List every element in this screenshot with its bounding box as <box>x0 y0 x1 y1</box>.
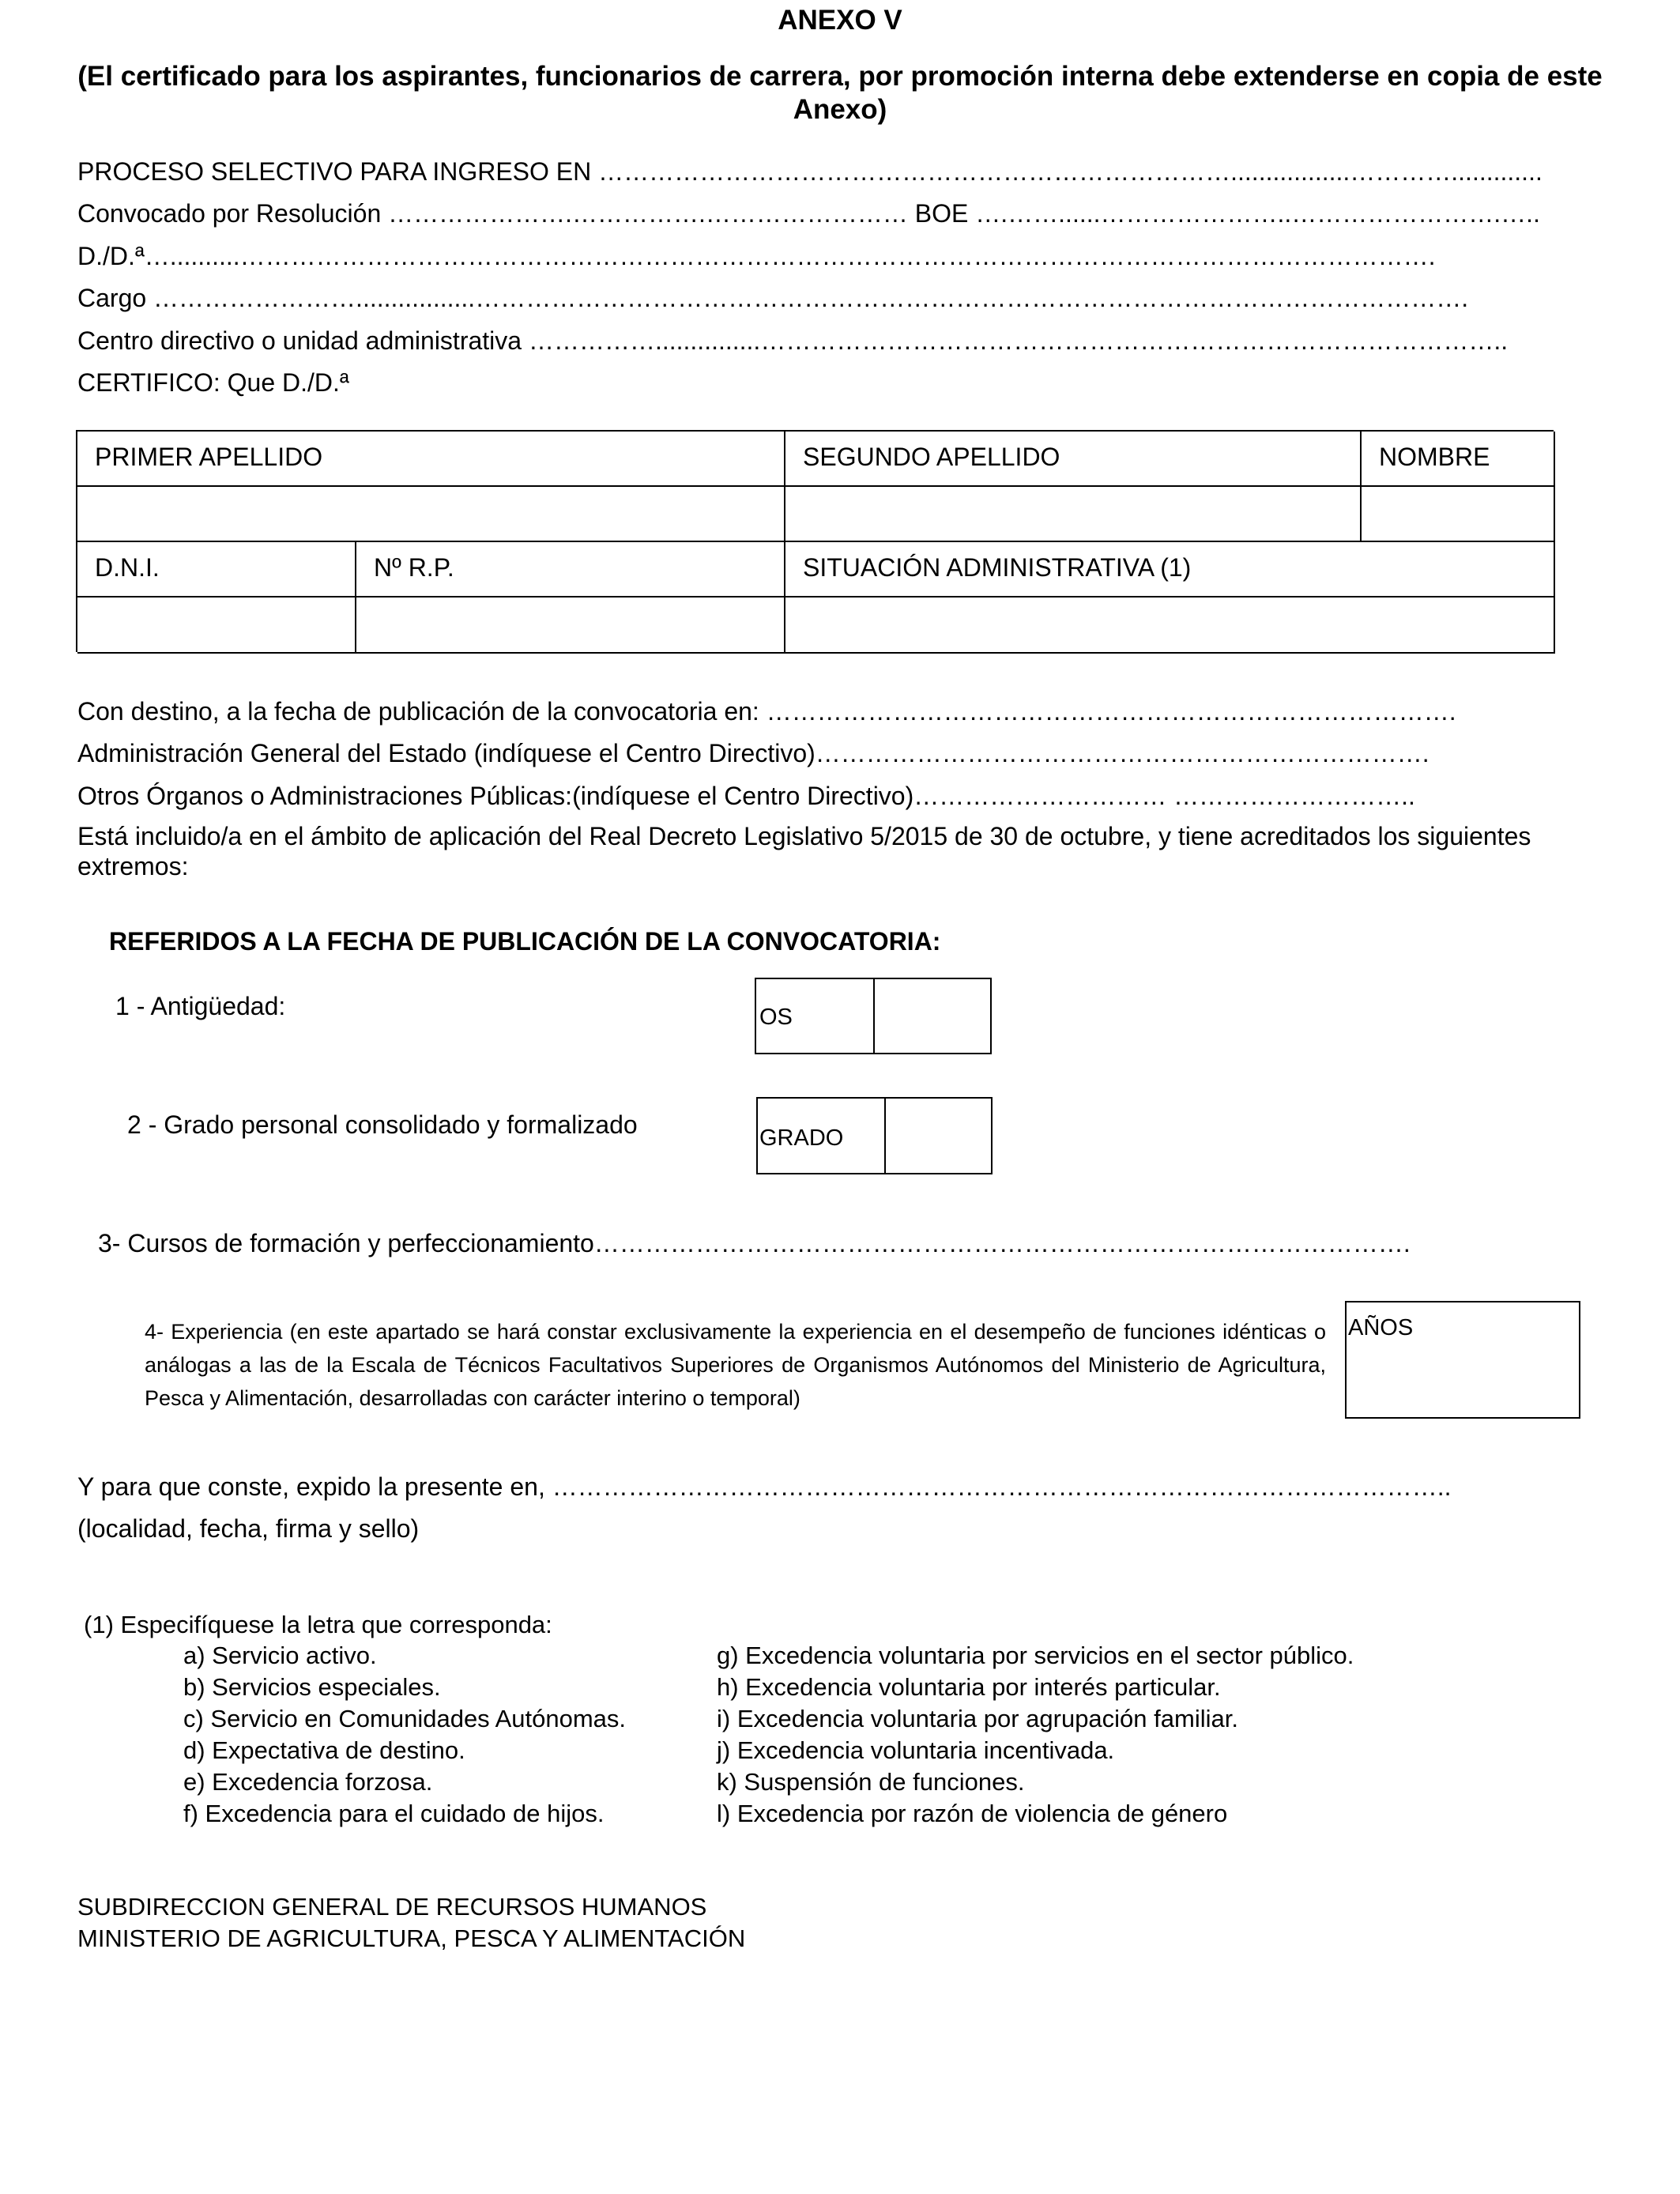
referidos-heading: REFERIDOS A LA FECHA DE PUBLICACIÓN DE LA CONVOCATORIA: <box>109 927 941 956</box>
label-nrp: Nº R.P. <box>374 553 454 582</box>
field-dd: D./D.ª…..........……………………………………………………………………………………………………………………………. <box>77 242 1436 270</box>
list-item: g) Excedencia voluntaria por servicios en el sector público. <box>717 1642 1354 1669</box>
note-right-list <box>717 1640 1354 1830</box>
destino-line-2: Administración General del Estado (indíquese el Centro Directivo)………………………………………………………………. <box>77 739 1430 767</box>
header-situacion <box>785 542 1555 598</box>
label-primer-apellido: PRIMER APELLIDO <box>95 443 323 471</box>
field-convocado: Convocado por Resolución ………………….…………….…………………… BOE ….……......…………………..…………………….….. <box>77 199 1540 228</box>
header-nrp <box>356 542 785 598</box>
list-item: k) Suspensión de funciones. <box>717 1768 1025 1796</box>
list-item: d) Expectativa de destino. <box>183 1736 465 1764</box>
experiencia-box-label: AÑOS <box>1348 1315 1414 1340</box>
closing-line-1: Y para que conste, expido la presente en, …………………………………………………………………………………………….. <box>77 1472 1452 1501</box>
header-primer-apellido <box>77 432 785 487</box>
input-segundo-apellido[interactable] <box>785 487 1362 542</box>
input-situacion[interactable] <box>785 598 1555 654</box>
grado-box[interactable] <box>756 1097 993 1174</box>
list-item: l) Excedencia por razón de violencia de género <box>717 1800 1228 1827</box>
item-grado: 2 - Grado personal consolidado y formalizado <box>127 1110 638 1139</box>
list-item: i) Excedencia voluntaria por agrupación familiar. <box>717 1705 1238 1732</box>
antiguedad-box-label: OS <box>759 1005 793 1030</box>
input-nombre[interactable] <box>1362 487 1555 542</box>
label-situacion: SITUACIÓN ADMINISTRATIVA (1) <box>803 553 1192 582</box>
personal-data-table <box>76 430 1554 652</box>
footer-line-1: SUBDIRECCION GENERAL DE RECURSOS HUMANOS <box>77 1893 707 1921</box>
closing-line-2: (localidad, fecha, firma y sello) <box>77 1514 420 1543</box>
annex-title: ANEXO V <box>778 5 902 36</box>
label-dni: D.N.I. <box>95 553 160 582</box>
destino-line-4: Está incluido/a en el ámbito de aplicación del Real Decreto Legislativo 5/2015 de 30 de octubre, y tiene acreditados los siguientes extremos: <box>77 822 1531 880</box>
list-item: f) Excedencia para el cuidado de hijos. <box>183 1800 605 1827</box>
item-antiguedad: 1 - Antigüedad: <box>115 992 286 1020</box>
item-cursos: 3- Cursos de formación y perfeccionamiento……………………………………………………………………………………. <box>98 1229 1411 1257</box>
label-nombre: NOMBRE <box>1379 443 1490 471</box>
list-item: a) Servicio activo. <box>183 1642 377 1669</box>
note-heading: (1) Especifíquese la letra que corresponda: <box>84 1611 552 1638</box>
field-proceso: PROCESO SELECTIVO PARA INGRESO EN ………………………………………………………………….................…………............. <box>77 157 1543 186</box>
destino-line-3: Otros Órganos o Administraciones Públicas:(indíquese el Centro Directivo)………………………… ……………………….. <box>77 782 1415 810</box>
experiencia-box[interactable] <box>1345 1301 1580 1419</box>
input-nrp[interactable] <box>356 598 785 654</box>
item-experiencia: 4- Experiencia (en este apartado se hará constar exclusivamente la experiencia en el desempeño de funciones idénticas o análogas a las de la Escala de Técnicos Facultativos Superiores de Organismos Autónomos del Ministerio de Agricultura, Pesca y Alimentación, desarrolladas con carácter interino o temporal) <box>145 1320 1326 1410</box>
list-item: e) Excedencia forzosa. <box>183 1768 433 1796</box>
list-item: j) Excedencia voluntaria incentivada. <box>717 1736 1115 1764</box>
field-cargo: Cargo …………………….................………………………………………………………………………………………………………. <box>77 284 1469 312</box>
antiguedad-box[interactable] <box>755 978 992 1054</box>
field-certifico: CERTIFICO: Que D./D.ª <box>77 368 349 397</box>
input-dni[interactable] <box>77 598 356 654</box>
note-left-list <box>183 1640 626 1830</box>
field-centro: Centro directivo o unidad administrativa ……………...............…………………………………………………………………………….. <box>77 326 1509 355</box>
label-segundo-apellido: SEGUNDO APELLIDO <box>803 443 1060 471</box>
list-item: b) Servicios especiales. <box>183 1673 441 1701</box>
header-segundo-apellido <box>785 432 1362 487</box>
destino-line-1: Con destino, a la fecha de publicación de la convocatoria en: ………………………………………………………………………. <box>77 697 1456 726</box>
footer-line-2: MINISTERIO DE AGRICULTURA, PESCA Y ALIMENTACIÓN <box>77 1924 746 1952</box>
input-primer-apellido[interactable] <box>77 487 785 542</box>
grado-box-label: GRADO <box>759 1125 844 1151</box>
annex-subtitle: (El certificado para los aspirantes, funcionarios de carrera, por promoción interna debe extenderse en copia de este Anexo) <box>77 61 1603 125</box>
list-item: c) Servicio en Comunidades Autónomas. <box>183 1705 627 1732</box>
header-nombre <box>1362 432 1555 487</box>
list-item: h) Excedencia voluntaria por interés particular. <box>717 1673 1221 1701</box>
header-dni <box>77 542 356 598</box>
